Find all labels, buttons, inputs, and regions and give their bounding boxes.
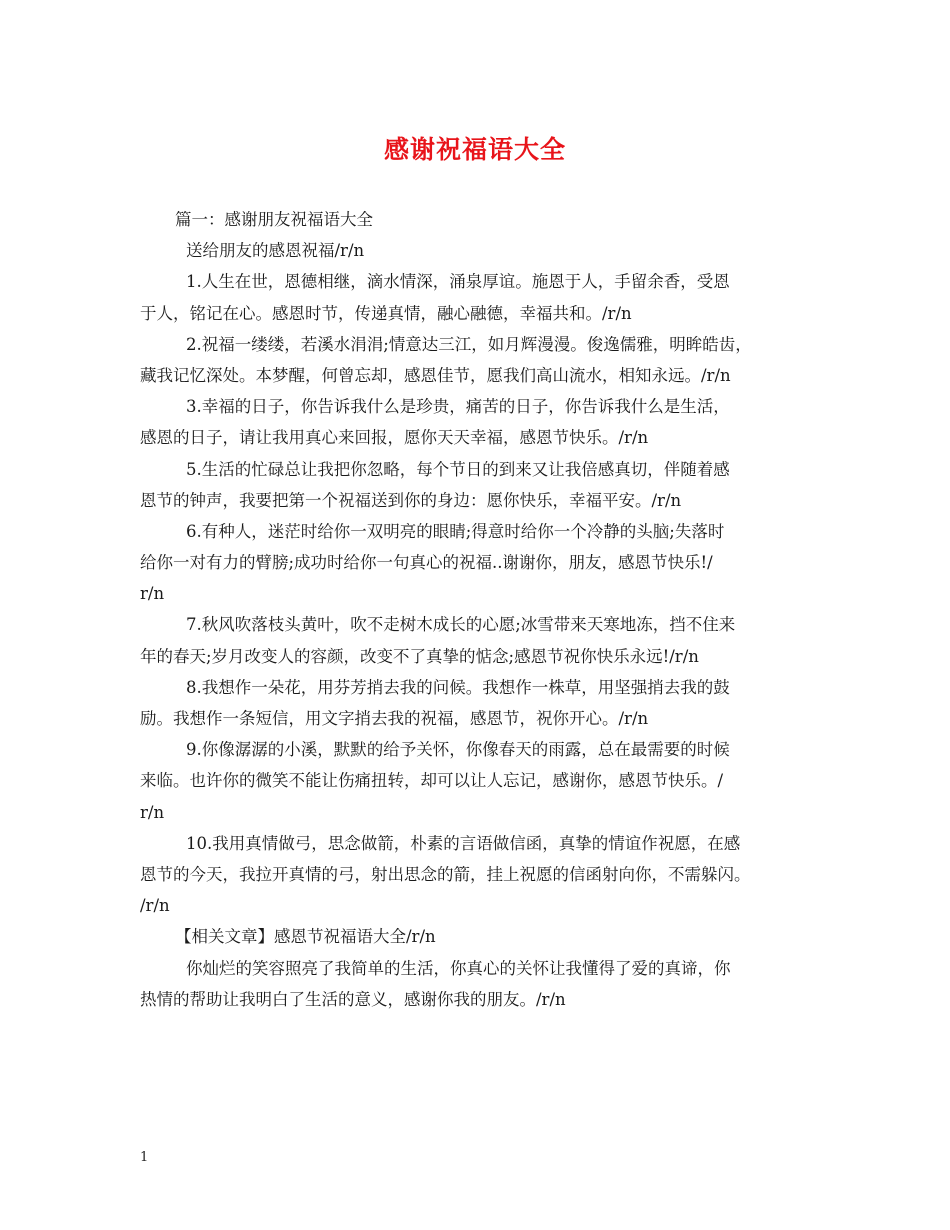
text-line: r/n: [140, 802, 165, 822]
text-line: 9.你像潺潺的小溪，默默的给予关怀，你像春天的雨露，总在最需要的时候: [186, 740, 730, 760]
text-line: 篇一：感谢朋友祝福语大全: [175, 210, 373, 229]
text-line: 6.有种人，迷茫时给你一双明亮的眼睛;得意时给你一个冷静的头脑;失落时: [186, 521, 725, 541]
document-title: 感谢祝福语大全: [383, 135, 566, 164]
text-line: 1.人生在世，恩德相继，滴水情深，涌泉厚谊。施恩于人，手留余香，受恩: [186, 272, 730, 292]
text-line: 3.幸福的日子，你告诉我什么是珍贵，痛苦的日子，你告诉我什么是生活，: [186, 397, 730, 417]
text-line: 你灿烂的笑容照亮了我简单的生活，你真心的关怀让我懂得了爱的真谛，你: [186, 958, 731, 978]
text-line: 5.生活的忙碌总让我把你忽略，每个节日的到来又让我倍感真切，伴随着感: [186, 459, 730, 479]
text-line: 励。我想作一条短信，用文字捎去我的祝福，感恩节，祝你开心。/r/n: [140, 709, 649, 728]
text-line: 送给朋友的感恩祝福/r/n: [186, 241, 365, 261]
text-line: 感恩的日子，请让我用真心来回报，愿你天天幸福，感恩节快乐。/r/n: [140, 428, 649, 448]
text-line: 恩节的钟声，我要把第一个祝福送到你的身边：愿你快乐，幸福平安。/r/n: [140, 490, 682, 510]
text-line: 给你一对有力的臂膀;成功时给你一句真心的祝福..谢谢你，朋友，感恩节快乐!/: [140, 553, 713, 573]
text-line: 【相关文章】感恩节祝福语大全/r/n: [175, 927, 436, 947]
text-line: /r/n: [140, 896, 170, 916]
text-line: 藏我记忆深处。本梦醒，何曾忘却，感恩佳节，愿我们高山流水，相知永远。/r/n: [140, 365, 731, 385]
text-line: 8.我想作一朵花，用芬芳捎去我的问候。我想作一株草，用坚强捎去我的鼓: [186, 677, 730, 697]
text-line: 来临。也许你的微笑不能让伤痛扭转，却可以让人忘记，感谢你，感恩节快乐。/: [140, 771, 724, 791]
text-line: 恩节的今天，我拉开真情的弓，射出思念的箭，挂上祝愿的信函射向你，不需躲闪。: [140, 864, 751, 884]
text-line: 于人，铭记在心。感恩时节，传递真情，融心融德，幸福共和。/r/n: [140, 303, 632, 323]
text-line: 年的春天;岁月改变人的容颜，改变不了真挚的惦念;感恩节祝你快乐永远!/r/n: [140, 646, 699, 666]
text-line: 7.秋风吹落枝头黄叶，吹不走树木成长的心愿;冰雪带来天寒地冻，挡不住来: [186, 615, 736, 635]
text-line: 2.祝福一缕缕，若溪水涓涓;情意达三江，如月辉漫漫。俊逸儒雅，明眸皓齿，: [186, 334, 752, 354]
text-line: r/n: [140, 584, 165, 604]
page-number: 1: [140, 1150, 149, 1165]
document-body: [140, 204, 830, 1015]
text-line: 热情的帮助让我明白了生活的意义，感谢你我的朋友。/r/n: [140, 989, 566, 1009]
text-line: 10.我用真情做弓，思念做箭，朴素的言语做信函，真挚的情谊作祝愿，在感: [186, 833, 741, 853]
